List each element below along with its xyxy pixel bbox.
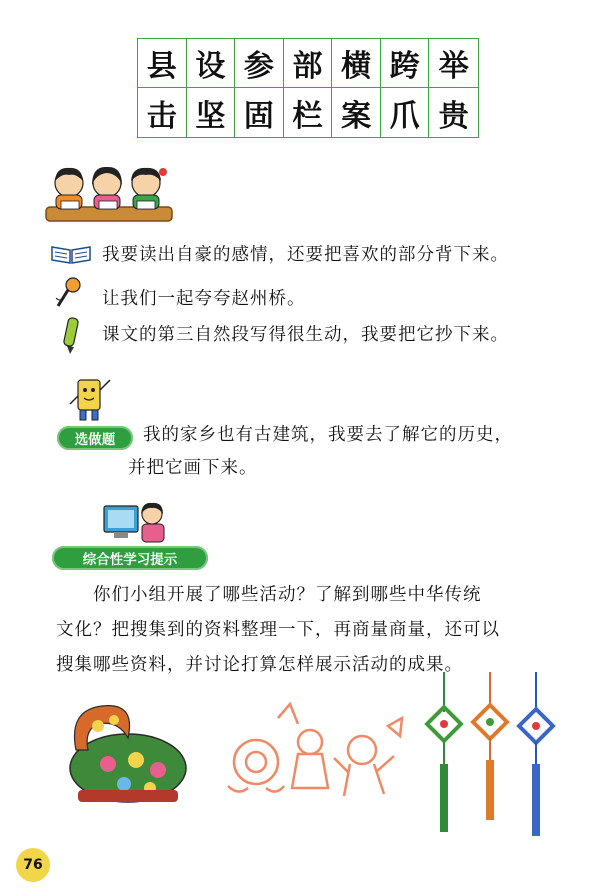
optional-task-line: 并把它画下来。 [128,458,258,478]
page-number: 76 [16,848,50,882]
character-cell: 举 [429,39,478,88]
tiger-pillow-illustration [58,690,188,810]
study-tip-line: 你们小组开展了哪些活动？了解到哪些中华传统 [93,585,482,605]
character-cell: 击 [138,88,187,137]
children-reading-illustration [44,163,174,225]
character-cell: 参 [235,39,284,88]
character-cell: 横 [332,39,381,88]
character-cell: 县 [138,39,187,88]
optional-task-line: 我的家乡也有古建筑，我要去了解它的历史， [143,425,513,445]
task-line: 我要读出自豪的感情，还要把喜欢的部分背下来。 [102,245,509,265]
character-grid [137,38,479,138]
task-line: 让我们一起夸夸赵州桥。 [102,289,306,309]
girl-at-computer-illustration [100,498,170,546]
cartoon-character-illustration [64,372,116,424]
character-cell: 坚 [187,88,236,137]
paper-cut-illustration [218,696,408,806]
pen-icon [58,316,84,356]
character-cell: 跨 [381,39,430,88]
character-cell: 案 [332,88,381,137]
character-cell: 固 [235,88,284,137]
microphone-icon [54,276,84,310]
study-tip-line: 文化？把搜集到的资料整理一下，再商量商量，还可以 [56,620,500,640]
chinese-knots-illustration [424,672,564,840]
optional-task-badge: 选做题 [57,426,133,450]
character-cell: 部 [284,39,333,88]
study-tip-line: 搜集哪些资料，并讨论打算怎样展示活动的成果。 [56,655,463,675]
character-cell: 贵 [429,88,478,137]
character-cell: 爪 [381,88,430,137]
open-book-icon [50,243,92,265]
character-cell: 栏 [284,88,333,137]
task-line: 课文的第三自然段写得很生动，我要把它抄下来。 [102,325,509,345]
study-tip-badge: 综合性学习提示 [52,546,208,570]
character-cell: 设 [187,39,236,88]
